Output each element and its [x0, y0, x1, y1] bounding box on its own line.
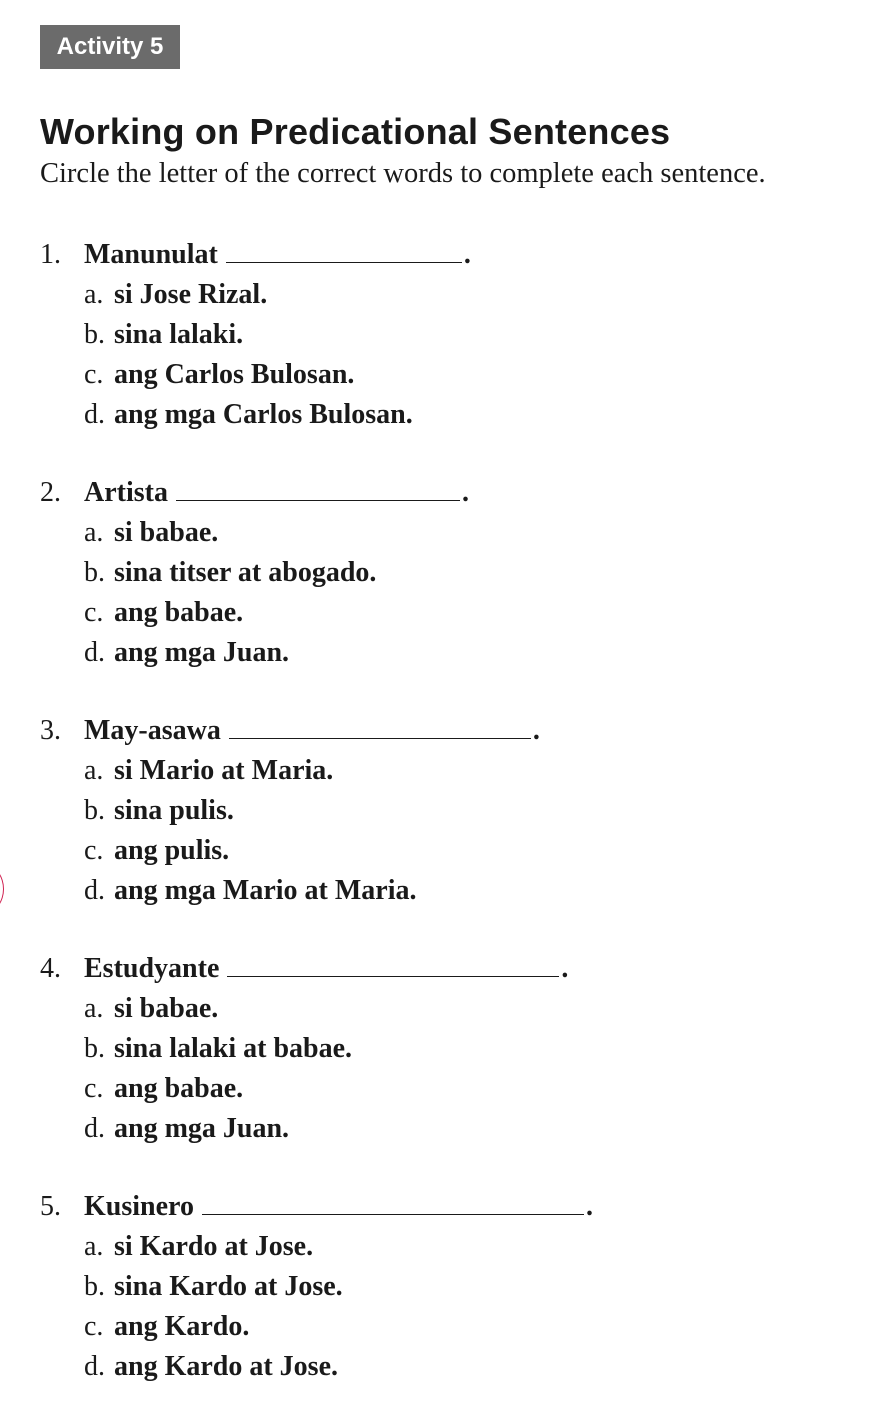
option-letter[interactable]: d. [84, 1351, 105, 1382]
question-stem [84, 235, 471, 275]
option-b[interactable] [0, 791, 894, 831]
answer-blank [176, 474, 460, 501]
option-letter[interactable]: d. [84, 875, 105, 906]
question-number: 3. [40, 715, 61, 746]
option-text: ang Kardo. [114, 1311, 250, 1342]
option-letter[interactable]: a. [84, 279, 104, 310]
option-letter[interactable]: c. [84, 1311, 104, 1342]
option-text: ang mga Mario at Maria. [114, 875, 417, 906]
answer-blank [226, 236, 462, 263]
question-stem-line [0, 949, 894, 989]
option-text: sina lalaki at babae. [114, 1033, 353, 1064]
option-letter[interactable]: a. [84, 755, 104, 786]
question-3 [0, 711, 894, 911]
option-letter[interactable]: c. [84, 359, 104, 390]
option-d[interactable] [0, 1347, 894, 1387]
option-c[interactable] [0, 831, 894, 871]
option-b[interactable] [0, 315, 894, 355]
option-letter[interactable]: b. [84, 795, 105, 826]
question-4 [0, 949, 894, 1149]
answer-blank [202, 1188, 584, 1215]
option-letter[interactable]: a. [84, 1231, 104, 1262]
question-number: 5. [40, 1191, 61, 1222]
option-text: sina lalaki. [114, 319, 244, 350]
question-stem-text: Estudyante [84, 953, 220, 984]
option-text: ang babae. [114, 1073, 244, 1104]
instructions-text: Circle the letter of the correct words to complete each sentence. [40, 158, 766, 189]
option-text: si Kardo at Jose. [114, 1231, 314, 1262]
page-title: Working on Predicational Sentences [40, 111, 671, 152]
question-stem [84, 711, 540, 751]
option-d[interactable] [0, 871, 894, 911]
option-letter[interactable]: b. [84, 319, 105, 350]
option-letter[interactable]: d. [84, 637, 105, 668]
question-period: . [561, 953, 569, 984]
answer-blank [229, 712, 531, 739]
option-c[interactable] [0, 593, 894, 633]
answer-blank [227, 950, 559, 977]
option-a[interactable] [0, 275, 894, 315]
option-text: si babae. [114, 993, 219, 1024]
option-a[interactable] [0, 989, 894, 1029]
question-number: 4. [40, 953, 61, 984]
option-c[interactable] [0, 355, 894, 395]
option-a[interactable] [0, 1227, 894, 1267]
option-d[interactable] [0, 633, 894, 673]
option-text: ang Carlos Bulosan. [114, 359, 355, 390]
option-letter[interactable]: b. [84, 557, 105, 588]
question-stem [84, 1187, 593, 1227]
option-text: si Mario at Maria. [114, 755, 334, 786]
option-letter[interactable]: d. [84, 1113, 105, 1144]
option-text: sina Kardo at Jose. [114, 1271, 343, 1302]
option-text: ang Kardo at Jose. [114, 1351, 338, 1382]
question-stem-line [0, 711, 894, 751]
option-text: ang mga Juan. [114, 1113, 290, 1144]
option-letter[interactable]: c. [84, 1073, 104, 1104]
option-text: ang pulis. [114, 835, 230, 866]
option-a[interactable] [0, 751, 894, 791]
option-b[interactable] [0, 553, 894, 593]
option-letter[interactable]: a. [84, 993, 104, 1024]
question-number: 2. [40, 477, 61, 508]
option-d[interactable] [0, 395, 894, 435]
question-stem-text: May-asawa [84, 715, 221, 746]
option-d[interactable] [0, 1109, 894, 1149]
option-text: sina titser at abogado. [114, 557, 377, 588]
question-stem-line [0, 473, 894, 513]
option-letter[interactable]: c. [84, 835, 104, 866]
option-text: si babae. [114, 517, 219, 548]
option-text: si Jose Rizal. [114, 279, 268, 310]
question-2 [0, 473, 894, 673]
option-letter[interactable]: a. [84, 517, 104, 548]
option-text: sina pulis. [114, 795, 234, 826]
option-letter[interactable]: d. [84, 399, 105, 430]
option-text: ang babae. [114, 597, 244, 628]
option-b[interactable] [0, 1267, 894, 1307]
question-5 [0, 1187, 894, 1387]
question-1 [0, 235, 894, 435]
option-letter[interactable]: b. [84, 1033, 105, 1064]
option-a[interactable] [0, 513, 894, 553]
question-period: . [532, 715, 540, 746]
option-letter[interactable]: c. [84, 597, 104, 628]
question-period: . [585, 1191, 593, 1222]
question-period: . [463, 239, 471, 270]
option-text: ang mga Carlos Bulosan. [114, 399, 413, 430]
option-text: ang mga Juan. [114, 637, 290, 668]
option-c[interactable] [0, 1069, 894, 1109]
question-stem-text: Manunulat [84, 239, 218, 270]
question-stem-line [0, 235, 894, 275]
activity-label: Activity 5 [40, 25, 180, 69]
question-stem-text: Kusinero [84, 1191, 194, 1222]
question-stem-text: Artista [84, 477, 168, 508]
option-letter[interactable]: b. [84, 1271, 105, 1302]
question-number: 1. [40, 239, 61, 270]
option-c[interactable] [0, 1307, 894, 1347]
question-stem-line [0, 1187, 894, 1227]
option-b[interactable] [0, 1029, 894, 1069]
question-stem [84, 473, 469, 513]
question-period: . [461, 477, 469, 508]
question-stem [84, 949, 568, 989]
